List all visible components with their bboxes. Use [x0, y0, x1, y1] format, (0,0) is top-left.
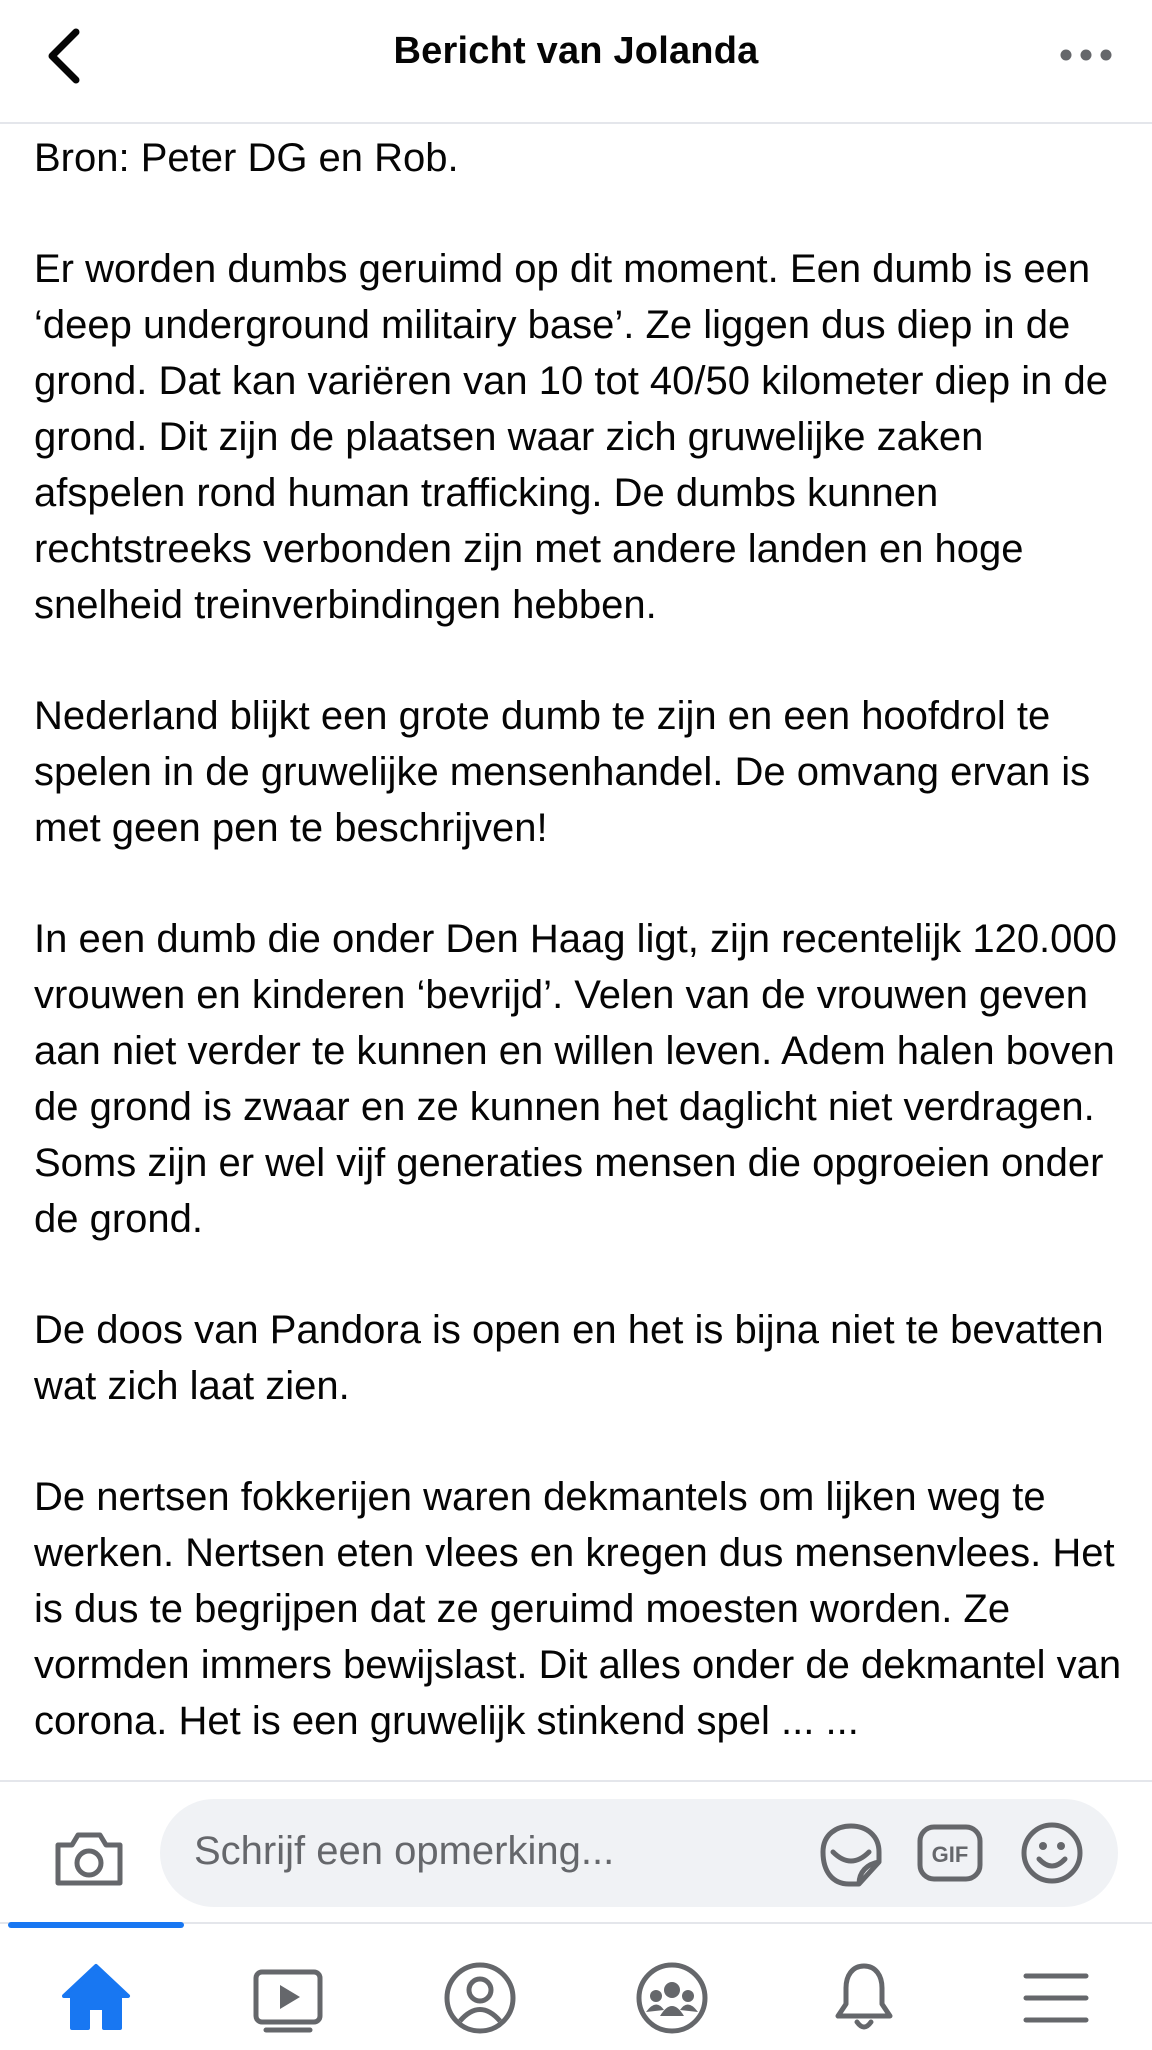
post-paragraph: Bron: Peter DG en Rob. [34, 136, 459, 180]
nav-item-home[interactable] [56, 1958, 136, 2038]
camera-button[interactable] [52, 1827, 126, 1889]
nav-item-video[interactable] [248, 1958, 328, 2038]
notifications-bell-icon [824, 1958, 904, 2038]
home-icon [56, 1958, 136, 2038]
post-paragraph: De doos van Pandora is open en het is bijna niet te bevatten wat zich laat zien. [34, 1308, 1104, 1408]
post-body [34, 130, 1124, 1780]
emoji-icon [1020, 1821, 1084, 1885]
comment-placeholder: Schrijf een opmerking... [194, 1829, 615, 1873]
nav-item-notifications[interactable] [824, 1958, 904, 2038]
sticker-icon [815, 1822, 885, 1888]
groups-icon [632, 1958, 712, 2038]
top-bar [0, 0, 1152, 124]
active-tab-indicator [8, 1922, 184, 1928]
profile-icon [440, 1958, 520, 2038]
post-paragraph: Er worden dumbs geruimd op dit moment. Een dumb is een ‘deep underground militairy base’. Ze liggen dus diep in de grond. Dat kan variëren van 10 tot 40/50 kilometer diep in de grond. Dit zijn de plaatsen waar zich gruwelijke zaken afspelen rond human trafficking. De dumbs kunnen rechtstreeks verbonden zijn met andere landen en hoge snelheid treinverbindingen hebben. [34, 247, 1108, 627]
camera-icon [52, 1827, 126, 1889]
sticker-button[interactable] [815, 1822, 885, 1888]
comment-input[interactable] [160, 1799, 1118, 1907]
more-horizontal-icon [1056, 36, 1116, 74]
more-options-button[interactable] [1056, 36, 1116, 74]
bottom-navigation [0, 1922, 1152, 2050]
comment-bar [0, 1780, 1152, 1922]
post-paragraph: In een dumb die onder Den Haag ligt, zijn recentelijk 120.000 vrouwen en kinderen ‘bevrijd’. Velen van de vrouwen geven aan niet verder te kunnen en willen leven. Adem halen boven de grond is zwaar en ze kunnen het daglicht niet verdragen. Soms zijn er wel vijf generaties mensen die opgroeien onder de grond. [34, 917, 1117, 1241]
page-title: Bericht van Jolanda [393, 30, 759, 72]
nav-item-profile[interactable] [440, 1958, 520, 2038]
gif-icon [917, 1824, 983, 1882]
menu-icon [1016, 1958, 1096, 2038]
post-paragraph: De nertsen fokkerijen waren dekmantels om lijken weg te werken. Nertsen eten vlees en kregen dus mensenvlees. Het is dus te begrijpen dat ze geruimd moesten worden. Ze vormden immers bewijslast. Dit alles onder de dekmantel van corona. Het is een gruwelijk stinkend spel ... ... [34, 1475, 1122, 1743]
nav-item-groups[interactable] [632, 1958, 712, 2038]
emoji-button[interactable] [1020, 1821, 1084, 1885]
post-paragraph: Nederland blijkt een grote dumb te zijn en een hoofdrol te spelen in de gruwelijke mensenhandel. De omvang ervan is met geen pen te beschrijven! [34, 694, 1091, 850]
nav-item-menu[interactable] [1016, 1958, 1096, 2038]
gif-button[interactable] [917, 1824, 983, 1882]
video-icon [248, 1958, 328, 2038]
gif-label: GIF [931, 1842, 969, 1867]
